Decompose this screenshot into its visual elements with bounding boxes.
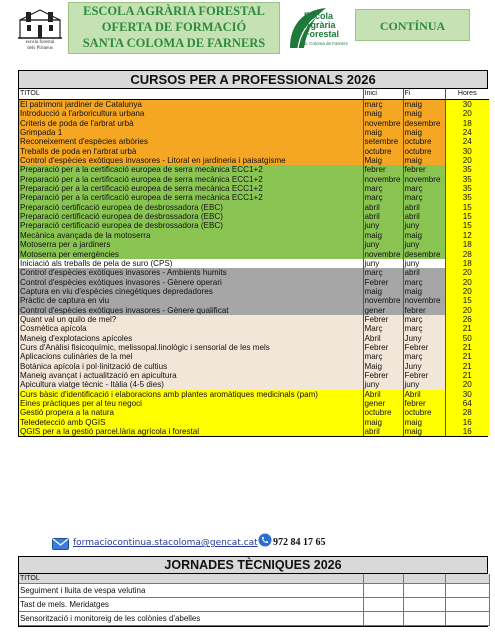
course-start: febrer bbox=[363, 165, 403, 174]
course-start: març bbox=[363, 184, 403, 193]
header-title-line-2: OFERTA DE FORMACIÓ bbox=[101, 20, 247, 34]
jornades-col-empty-3 bbox=[445, 574, 489, 584]
course-start: Abril bbox=[363, 390, 403, 399]
contact-line bbox=[52, 536, 352, 552]
course-title: Gestió propera a la natura bbox=[19, 408, 363, 417]
course-hours: 20 bbox=[445, 287, 489, 296]
course-start: juny bbox=[363, 380, 403, 389]
course-hours: 21 bbox=[445, 324, 489, 333]
course-hours: 21 bbox=[445, 362, 489, 371]
course-title: Quant val un quilo de mel? bbox=[19, 315, 363, 324]
jornada-title: Sensorització i monitoreig de les colònies d'abelles bbox=[19, 612, 363, 626]
jornades-col-empty-1 bbox=[363, 574, 403, 584]
course-end: maig bbox=[403, 156, 445, 165]
course-end: Juny bbox=[403, 362, 445, 371]
course-row bbox=[19, 306, 489, 315]
col-end: Fi bbox=[403, 89, 445, 100]
course-end: Febrer bbox=[403, 371, 445, 380]
course-hours: 20 bbox=[445, 278, 489, 287]
course-row bbox=[19, 240, 489, 249]
course-hours: 16 bbox=[445, 418, 489, 427]
jornades-header bbox=[19, 574, 489, 584]
course-row bbox=[19, 343, 489, 352]
contact-email[interactable]: formaciocontinua.stacoloma@gencat.cat bbox=[73, 538, 258, 548]
course-title: Pràctic de captura en viu bbox=[19, 296, 363, 305]
course-hours: 35 bbox=[445, 165, 489, 174]
course-hours: 18 bbox=[445, 259, 489, 268]
course-start: Febrer bbox=[363, 278, 403, 287]
course-title: Preparació per a la certificació europea de serra mecànica ECC1+2 bbox=[19, 184, 363, 193]
course-title: Introducció a l'arboricultura urbana bbox=[19, 109, 363, 118]
course-title: Preparació certificació europea de desbrossadora (EBC) bbox=[19, 221, 363, 230]
course-row bbox=[19, 128, 489, 137]
course-end: abril bbox=[403, 268, 445, 277]
course-start: maig bbox=[363, 109, 403, 118]
jornades-table bbox=[18, 556, 488, 627]
course-hours: 15 bbox=[445, 221, 489, 230]
jornades-col-title: TITOL bbox=[19, 574, 363, 584]
jornada-title: Seguiment i lluita de vespa velutina bbox=[19, 584, 363, 598]
course-title: Curs d'Anàlisi fisicoquímic, melissopal.linològic i sensorial de les mels bbox=[19, 343, 363, 352]
course-hours: 26 bbox=[445, 315, 489, 324]
course-title: Grimpada 1 bbox=[19, 128, 363, 137]
course-end: febrer bbox=[403, 165, 445, 174]
course-start: Febrer bbox=[363, 315, 403, 324]
school-logo-caption: escola forestal dels Pirineus bbox=[25, 40, 55, 51]
course-start: abril bbox=[363, 212, 403, 221]
jornada-empty-cell bbox=[445, 584, 489, 598]
course-row bbox=[19, 380, 489, 389]
course-row bbox=[19, 221, 489, 230]
course-start: Març bbox=[363, 324, 403, 333]
building-icon bbox=[18, 6, 62, 40]
course-row bbox=[19, 119, 489, 128]
course-start: març bbox=[363, 100, 403, 110]
course-title: Iniciació als treballs de pela de suro (CPS) bbox=[19, 259, 363, 268]
course-title: Eines pràctiques per al teu negoci bbox=[19, 399, 363, 408]
course-hours: 21 bbox=[445, 352, 489, 361]
course-row bbox=[19, 259, 489, 268]
forestal-logo bbox=[286, 4, 348, 54]
course-row bbox=[19, 268, 489, 277]
course-row bbox=[19, 418, 489, 427]
course-start: març bbox=[363, 352, 403, 361]
course-title: Preparació per a la certificació europea de serra mecànica ECC1+2 bbox=[19, 165, 363, 174]
course-start: Febrer bbox=[363, 371, 403, 380]
course-title: Curs bàsic d'identificació i elaboracions amb plantes aromàtiques medicinals (pam) bbox=[19, 390, 363, 399]
course-title: Criteris de poda de l'arbrat urbà bbox=[19, 119, 363, 128]
col-title: TITOL bbox=[19, 89, 363, 100]
course-row bbox=[19, 212, 489, 221]
courses-table-title: CURSOS PER A PROFESSIONALS 2026 bbox=[19, 71, 487, 89]
jornada-empty-cell bbox=[363, 598, 403, 612]
jornada-row bbox=[19, 598, 489, 612]
course-row bbox=[19, 296, 489, 305]
course-hours: 20 bbox=[445, 268, 489, 277]
jornada-row bbox=[19, 612, 489, 626]
course-start: novembre bbox=[363, 250, 403, 259]
course-hours: 21 bbox=[445, 371, 489, 380]
course-row bbox=[19, 362, 489, 371]
course-start: juny bbox=[363, 221, 403, 230]
course-title: Maneig d'explotacions apícoles bbox=[19, 334, 363, 343]
course-title: Apicultura viatge tècnic - Itàlia (4-5 dies) bbox=[19, 380, 363, 389]
course-end: març bbox=[403, 278, 445, 287]
course-end: abril bbox=[403, 212, 445, 221]
course-end: octubre bbox=[403, 408, 445, 417]
course-title: Control d'espècies exòtiques invasores - Ambients humits bbox=[19, 268, 363, 277]
course-title: Botànica apícola i pol·linització de cultius bbox=[19, 362, 363, 371]
jornada-empty-cell bbox=[363, 584, 403, 598]
course-start: gener bbox=[363, 399, 403, 408]
course-title: Treballs de poda en l'arbrat urbà bbox=[19, 147, 363, 156]
course-row bbox=[19, 287, 489, 296]
forestal-logo-text: Escola Agrària Forestal bbox=[304, 11, 340, 39]
course-end: juny bbox=[403, 221, 445, 230]
course-row bbox=[19, 352, 489, 361]
course-end: març bbox=[403, 184, 445, 193]
header-title-line-3: SANTA COLOMA DE FARNERS bbox=[82, 36, 266, 50]
course-start: maig bbox=[363, 128, 403, 137]
course-row bbox=[19, 408, 489, 417]
course-row bbox=[19, 193, 489, 202]
course-hours: 28 bbox=[445, 408, 489, 417]
course-row bbox=[19, 147, 489, 156]
course-row bbox=[19, 390, 489, 399]
course-title: Preparació per a la certificació europea de serra mecànica ECC1+2 bbox=[19, 193, 363, 202]
course-title: Preparació per a la certificació europea de serra mecànica ECC1+2 bbox=[19, 175, 363, 184]
course-end: octubre bbox=[403, 137, 445, 146]
course-hours: 18 bbox=[445, 240, 489, 249]
jornada-empty-cell bbox=[445, 598, 489, 612]
col-hours: Hores bbox=[445, 89, 489, 100]
jornada-empty-cell bbox=[363, 612, 403, 626]
course-hours: 30 bbox=[445, 100, 489, 110]
course-title: Cosmètica apícola bbox=[19, 324, 363, 333]
course-end: abril bbox=[403, 203, 445, 212]
course-hours: 35 bbox=[445, 184, 489, 193]
course-hours: 15 bbox=[445, 296, 489, 305]
course-row bbox=[19, 184, 489, 193]
course-title: Aplicacions culinàries de la mel bbox=[19, 352, 363, 361]
course-row bbox=[19, 399, 489, 408]
course-start: abril bbox=[363, 427, 403, 436]
course-start: Abril bbox=[363, 334, 403, 343]
course-start: octubre bbox=[363, 408, 403, 417]
course-hours: 20 bbox=[445, 156, 489, 165]
mail-icon bbox=[52, 538, 69, 550]
course-title: Reconeixement d'espècies arbòries bbox=[19, 137, 363, 146]
course-hours: 30 bbox=[445, 390, 489, 399]
course-end: febrer bbox=[403, 306, 445, 315]
course-title: Control d'espècies exòtiques invasores - Litoral en jardineria i paisatgisme bbox=[19, 156, 363, 165]
jornada-row bbox=[19, 584, 489, 598]
course-title: Captura en viu d'espècies cinegètiques depredadores bbox=[19, 287, 363, 296]
course-title: QGIS per a la gestió parcel.lària agrícola i forestal bbox=[19, 427, 363, 436]
course-hours: 20 bbox=[445, 380, 489, 389]
course-hours: 21 bbox=[445, 343, 489, 352]
course-end: març bbox=[403, 324, 445, 333]
course-hours: 28 bbox=[445, 250, 489, 259]
course-end: Abril bbox=[403, 390, 445, 399]
course-start: Febrer bbox=[363, 343, 403, 352]
course-row bbox=[19, 324, 489, 333]
course-start: març bbox=[363, 268, 403, 277]
course-title: Control d'espècies exòtiques invasores - Gènere qualificat bbox=[19, 306, 363, 315]
jornada-empty-cell bbox=[403, 612, 445, 626]
jornades-title: JORNADES TÈCNIQUES 2026 bbox=[19, 557, 487, 574]
course-start: maig bbox=[363, 231, 403, 240]
course-hours: 50 bbox=[445, 334, 489, 343]
course-end: juny bbox=[403, 380, 445, 389]
course-start: maig bbox=[363, 418, 403, 427]
course-end: maig bbox=[403, 427, 445, 436]
header-title-line-1: ESCOLA AGRÀRIA FORESTAL bbox=[83, 4, 265, 18]
course-row bbox=[19, 427, 489, 436]
course-end: març bbox=[403, 315, 445, 324]
course-end: Juny bbox=[403, 334, 445, 343]
courses-table-header bbox=[19, 89, 489, 100]
continua-label: CONTÍNUA bbox=[355, 9, 470, 41]
course-title: Mecànica avançada de la motoserra bbox=[19, 231, 363, 240]
course-start: maig bbox=[363, 287, 403, 296]
course-hours: 16 bbox=[445, 427, 489, 436]
course-row bbox=[19, 137, 489, 146]
course-hours: 30 bbox=[445, 147, 489, 156]
course-start: abril bbox=[363, 203, 403, 212]
course-start: novembre bbox=[363, 175, 403, 184]
course-start: novembre bbox=[363, 119, 403, 128]
header-title-box bbox=[68, 2, 280, 54]
course-end: maig bbox=[403, 287, 445, 296]
course-end: març bbox=[403, 193, 445, 202]
course-title: Preparació certificació europea de desbrossadora (EBC) bbox=[19, 212, 363, 221]
course-start: març bbox=[363, 193, 403, 202]
forestal-logo-subtext: Sta. Coloma de Farners bbox=[300, 41, 348, 46]
course-start: novembre bbox=[363, 296, 403, 305]
course-row bbox=[19, 250, 489, 259]
course-end: novembre bbox=[403, 175, 445, 184]
course-hours: 15 bbox=[445, 203, 489, 212]
course-end: maig bbox=[403, 109, 445, 118]
course-hours: 20 bbox=[445, 109, 489, 118]
course-hours: 12 bbox=[445, 231, 489, 240]
course-hours: 15 bbox=[445, 212, 489, 221]
course-row bbox=[19, 231, 489, 240]
jornada-title: Tast de mels. Meridatges bbox=[19, 598, 363, 612]
course-hours: 64 bbox=[445, 399, 489, 408]
course-row bbox=[19, 371, 489, 380]
course-title: Teledetecció amb QGIS bbox=[19, 418, 363, 427]
course-hours: 18 bbox=[445, 119, 489, 128]
course-hours: 24 bbox=[445, 137, 489, 146]
courses-table bbox=[18, 70, 488, 437]
course-hours: 35 bbox=[445, 175, 489, 184]
course-row bbox=[19, 109, 489, 118]
jornada-empty-cell bbox=[403, 598, 445, 612]
course-title: Control d'espècies exòtiques invasores - Gènere operari bbox=[19, 278, 363, 287]
course-end: maig bbox=[403, 231, 445, 240]
course-title: Motoserra per a jardiners bbox=[19, 240, 363, 249]
course-row bbox=[19, 156, 489, 165]
header bbox=[0, 0, 495, 62]
course-end: maig bbox=[403, 418, 445, 427]
course-end: desembre bbox=[403, 119, 445, 128]
course-start: gener bbox=[363, 306, 403, 315]
course-end: novembre bbox=[403, 296, 445, 305]
course-end: juny bbox=[403, 259, 445, 268]
course-row bbox=[19, 334, 489, 343]
course-end: març bbox=[403, 352, 445, 361]
course-end: Febrer bbox=[403, 343, 445, 352]
course-start: setembre bbox=[363, 137, 403, 146]
jornades-col-empty-2 bbox=[403, 574, 445, 584]
school-logo bbox=[18, 6, 62, 50]
col-start: Inici bbox=[363, 89, 403, 100]
course-hours: 35 bbox=[445, 193, 489, 202]
course-start: juny bbox=[363, 259, 403, 268]
phone-icon bbox=[258, 533, 272, 547]
course-row bbox=[19, 278, 489, 287]
course-row bbox=[19, 315, 489, 324]
course-end: desembre bbox=[403, 250, 445, 259]
course-end: maig bbox=[403, 100, 445, 110]
course-row bbox=[19, 100, 489, 110]
jornada-empty-cell bbox=[445, 612, 489, 626]
course-start: octubre bbox=[363, 147, 403, 156]
course-title: Maneig avançat i actualització en apicultura bbox=[19, 371, 363, 380]
course-title: Preparació certificació europea de desbrossadora (EBC) bbox=[19, 203, 363, 212]
course-end: febrer bbox=[403, 399, 445, 408]
jornada-empty-cell bbox=[403, 584, 445, 598]
course-hours: 24 bbox=[445, 128, 489, 137]
course-row bbox=[19, 175, 489, 184]
course-title: Motoserra per emergències bbox=[19, 250, 363, 259]
course-start: Maig bbox=[363, 156, 403, 165]
course-hours: 20 bbox=[445, 306, 489, 315]
course-end: maig bbox=[403, 128, 445, 137]
course-start: juny bbox=[363, 240, 403, 249]
contact-phone: 972 84 17 65 bbox=[273, 537, 326, 548]
course-end: octubre bbox=[403, 147, 445, 156]
course-row bbox=[19, 203, 489, 212]
course-title: El patrimoni jardiner de Catalunya bbox=[19, 100, 363, 110]
course-row bbox=[19, 165, 489, 174]
course-start: Maig bbox=[363, 362, 403, 371]
course-end: juny bbox=[403, 240, 445, 249]
